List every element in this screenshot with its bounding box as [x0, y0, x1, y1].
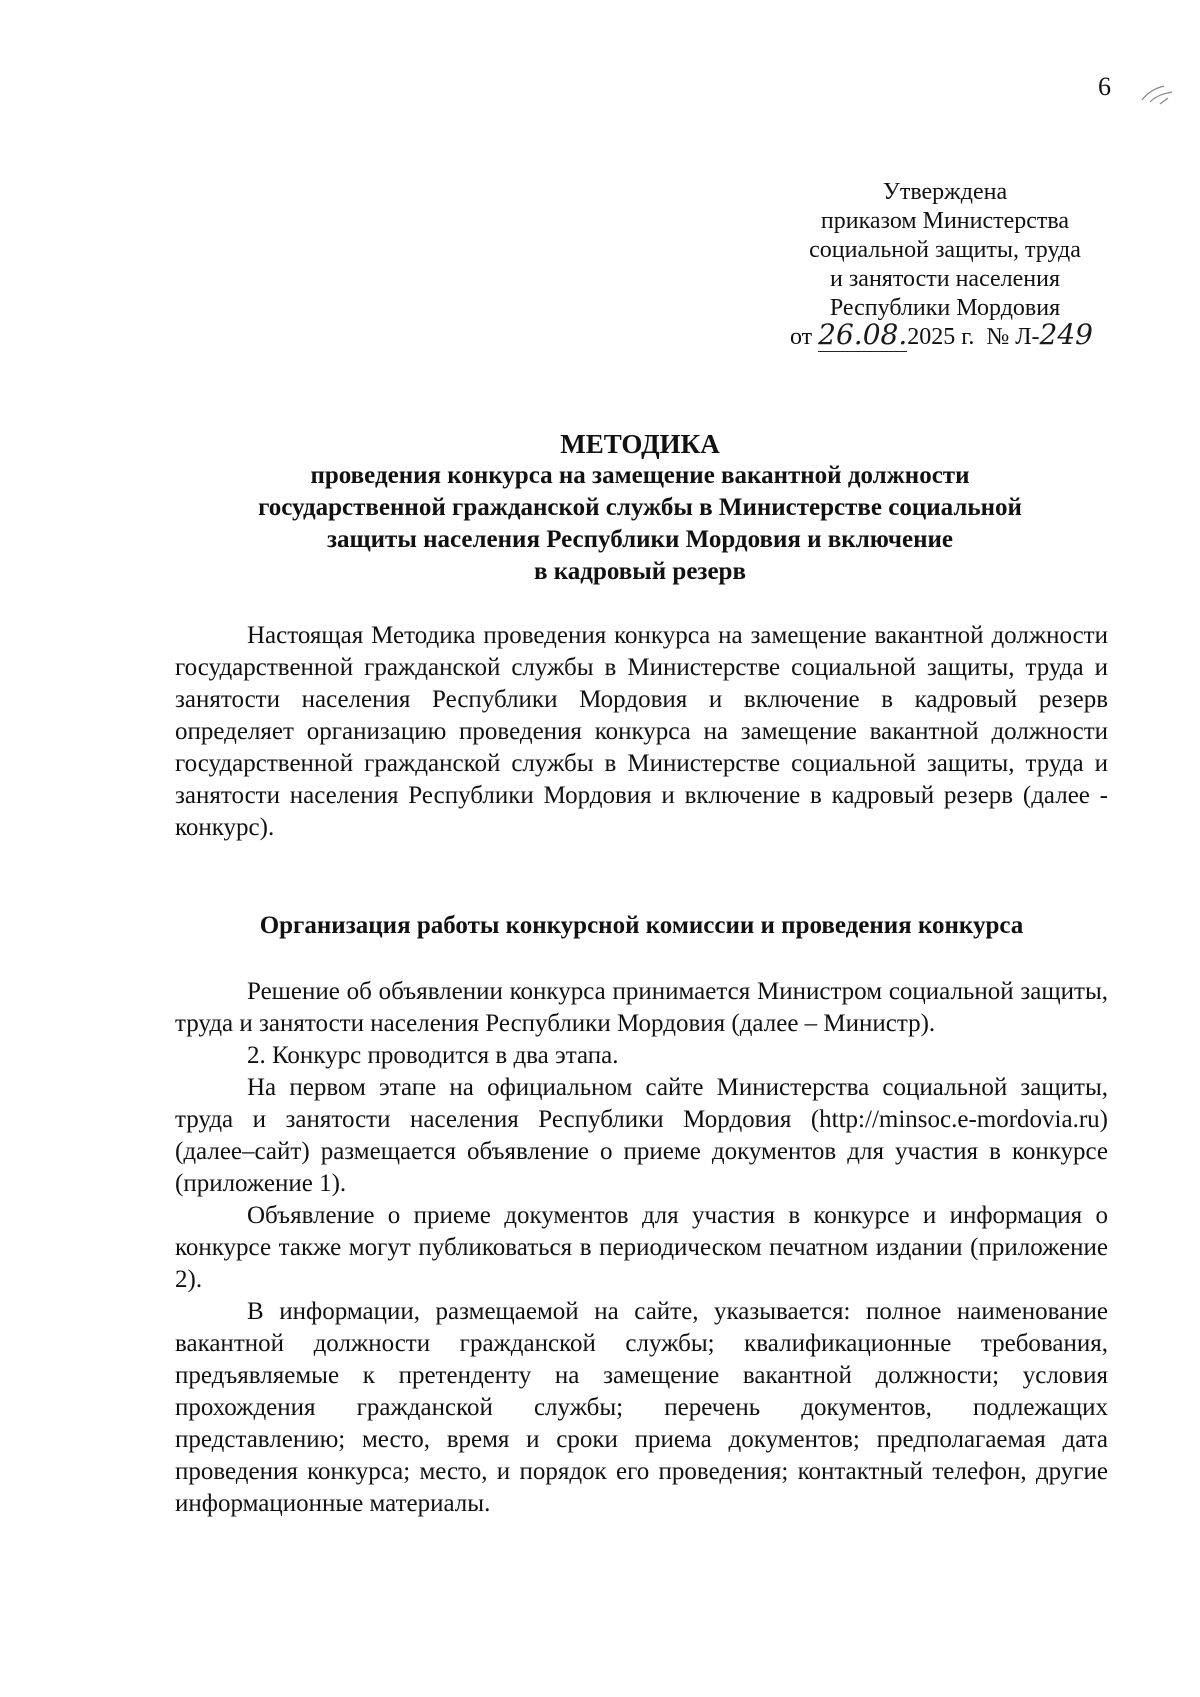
- handwritten-order-number: 249: [1039, 318, 1093, 351]
- page-number: 6: [1098, 72, 1111, 101]
- title-line: государственной гражданской службы в Министерстве социальной: [258, 494, 1022, 521]
- date-year: 2025 г.: [907, 324, 975, 350]
- paragraph: Решение об объявлении конкурса принимается Министром социальной защиты, труда и занятости населения Республики Мордовия (далее – Министр).: [175, 978, 1108, 1037]
- paragraph: На первом этапе на официальном сайте Министерства социальной защиты, труда и занятости населения Республики Мордовия (http://minsoc.e-mordovia.ru) (далее–сайт) размещается объявление о приеме документов для участия в конкурсе (приложение 1).: [175, 1074, 1108, 1197]
- approval-line: социальной защиты, труда: [809, 237, 1081, 263]
- title-line: защиты населения Республики Мордовия и включение: [327, 526, 953, 553]
- approval-line: приказом Министерства: [820, 208, 1070, 234]
- section-body: [175, 976, 1108, 1520]
- title-main: МЕТОДИКА: [560, 429, 720, 459]
- order-number-prefix: № Л-: [986, 324, 1040, 350]
- intro-section: [175, 620, 1108, 844]
- approval-stamp: [795, 178, 1095, 323]
- intro-paragraph: Настоящая Методика проведения конкурса на замещение вакантной должности государственной гражданской службы в Министерстве социальной защиты, труда и занятости населения Республики Мордовия и включение в кадровый резерв определяет организацию проведения конкурса на замещение вакантной должности государственной гражданской службы в Министерстве социальной защиты, труда и занятости населения Республики Мордовия и включение в кадровый резерв (далее - конкурс).: [175, 622, 1108, 841]
- title-line: проведения конкурса на замещение вакантной должности: [310, 462, 970, 489]
- paragraph: Объявление о приеме документов для участия в конкурсе и информация о конкурсе также могут публиковаться в периодическом печатном издании (приложение 2).: [175, 1202, 1108, 1293]
- approval-date-line: [790, 320, 1120, 352]
- date-prefix: от: [790, 324, 813, 350]
- section-heading: Организация работы конкурсной комиссии и проведения конкурса: [259, 912, 1024, 939]
- document-title: [180, 428, 1100, 588]
- approval-line: Утверждена: [882, 179, 1008, 205]
- title-line: в кадровый резерв: [534, 558, 746, 585]
- handwritten-date: 26.08.: [818, 318, 908, 351]
- approval-line: Республики Мордовия: [829, 295, 1061, 321]
- approval-line: и занятости населения: [829, 266, 1061, 292]
- paragraph: 2. Конкурс проводится в два этапа.: [247, 1042, 619, 1069]
- paragraph: В информации, размещаемой на сайте, указывается: полное наименование вакантной должности гражданской службы; квалификационные требования, предъявляемые к претенденту на замещение вакантной должности; условия прохождения гражданской службы; перечень документов, подлежащих представлению; место, время и сроки приема документов; предполагаемая дата проведения конкурса; место, и порядок его проведения; контактный телефон, другие информационные материалы.: [175, 1298, 1108, 1517]
- margin-mark-icon: [1138, 78, 1178, 108]
